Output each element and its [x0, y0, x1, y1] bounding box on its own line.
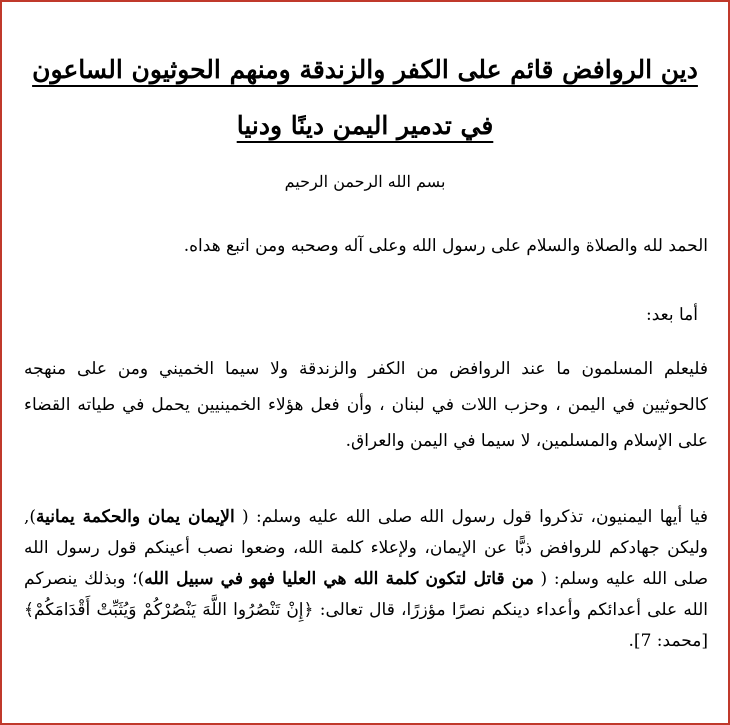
paragraph-2 — [24, 502, 708, 657]
document-title: دين الروافض قائم على الكفر والزندقة ومنهم الحوثيون الساعون في تدمير اليمن دينًا ودنيا — [32, 55, 698, 140]
hadith-iman-yaman: الإيمان يمان والحكمة يمانية — [36, 507, 235, 527]
hadith-kalimat-allah: من قاتل لتكون كلمة الله هي العليا فهو في سبيل الله — [144, 569, 534, 589]
paragraph-1: فليعلم المسلمون ما عند الروافض من الكفر والزندقة ولا سيما الخميني ومن على منهجه كالحوثيين في اليمن ، وحزب اللات في لبنان ، وأن فعل هؤلاء الخمينيين يحمل في طياته القضاء على الإسلام والمسلمين، لا سيما في اليمن والعراق. — [24, 359, 708, 451]
paragraph-2-part-3: )؛ وبذلك ينصركم الله على أعدائكم وأعداء دينكم نصرًا مؤزرًا، قال تعالى: ﴿إِنْ تَنْصُرُوا اللَّهَ يَنْصُرْكُمْ وَيُثَبِّتْ أَقْدَامَكُمْ﴾ [محمد: 7]. — [24, 569, 708, 651]
amma-baad: أما بعد: — [646, 305, 698, 325]
basmala: بسم الله الرحمن الرحيم — [284, 172, 446, 191]
paragraph-2-part-1: فيا أيها اليمنيون، تذكروا قول رسول الله صلى الله عليه وسلم: ( — [234, 507, 708, 527]
intro-paragraph: الحمد لله والصلاة والسلام على رسول الله وعلى آله وصحبه ومن اتبع هداه. — [183, 236, 708, 256]
paragraph-2-part-2: ), وليكن جهادكم للروافض ذبًّا عن الإيمان، ولإعلاء كلمة الله، وضعوا نصب أعينكم قول رسول الله صلى الله عليه وسلم: ( — [24, 507, 709, 589]
